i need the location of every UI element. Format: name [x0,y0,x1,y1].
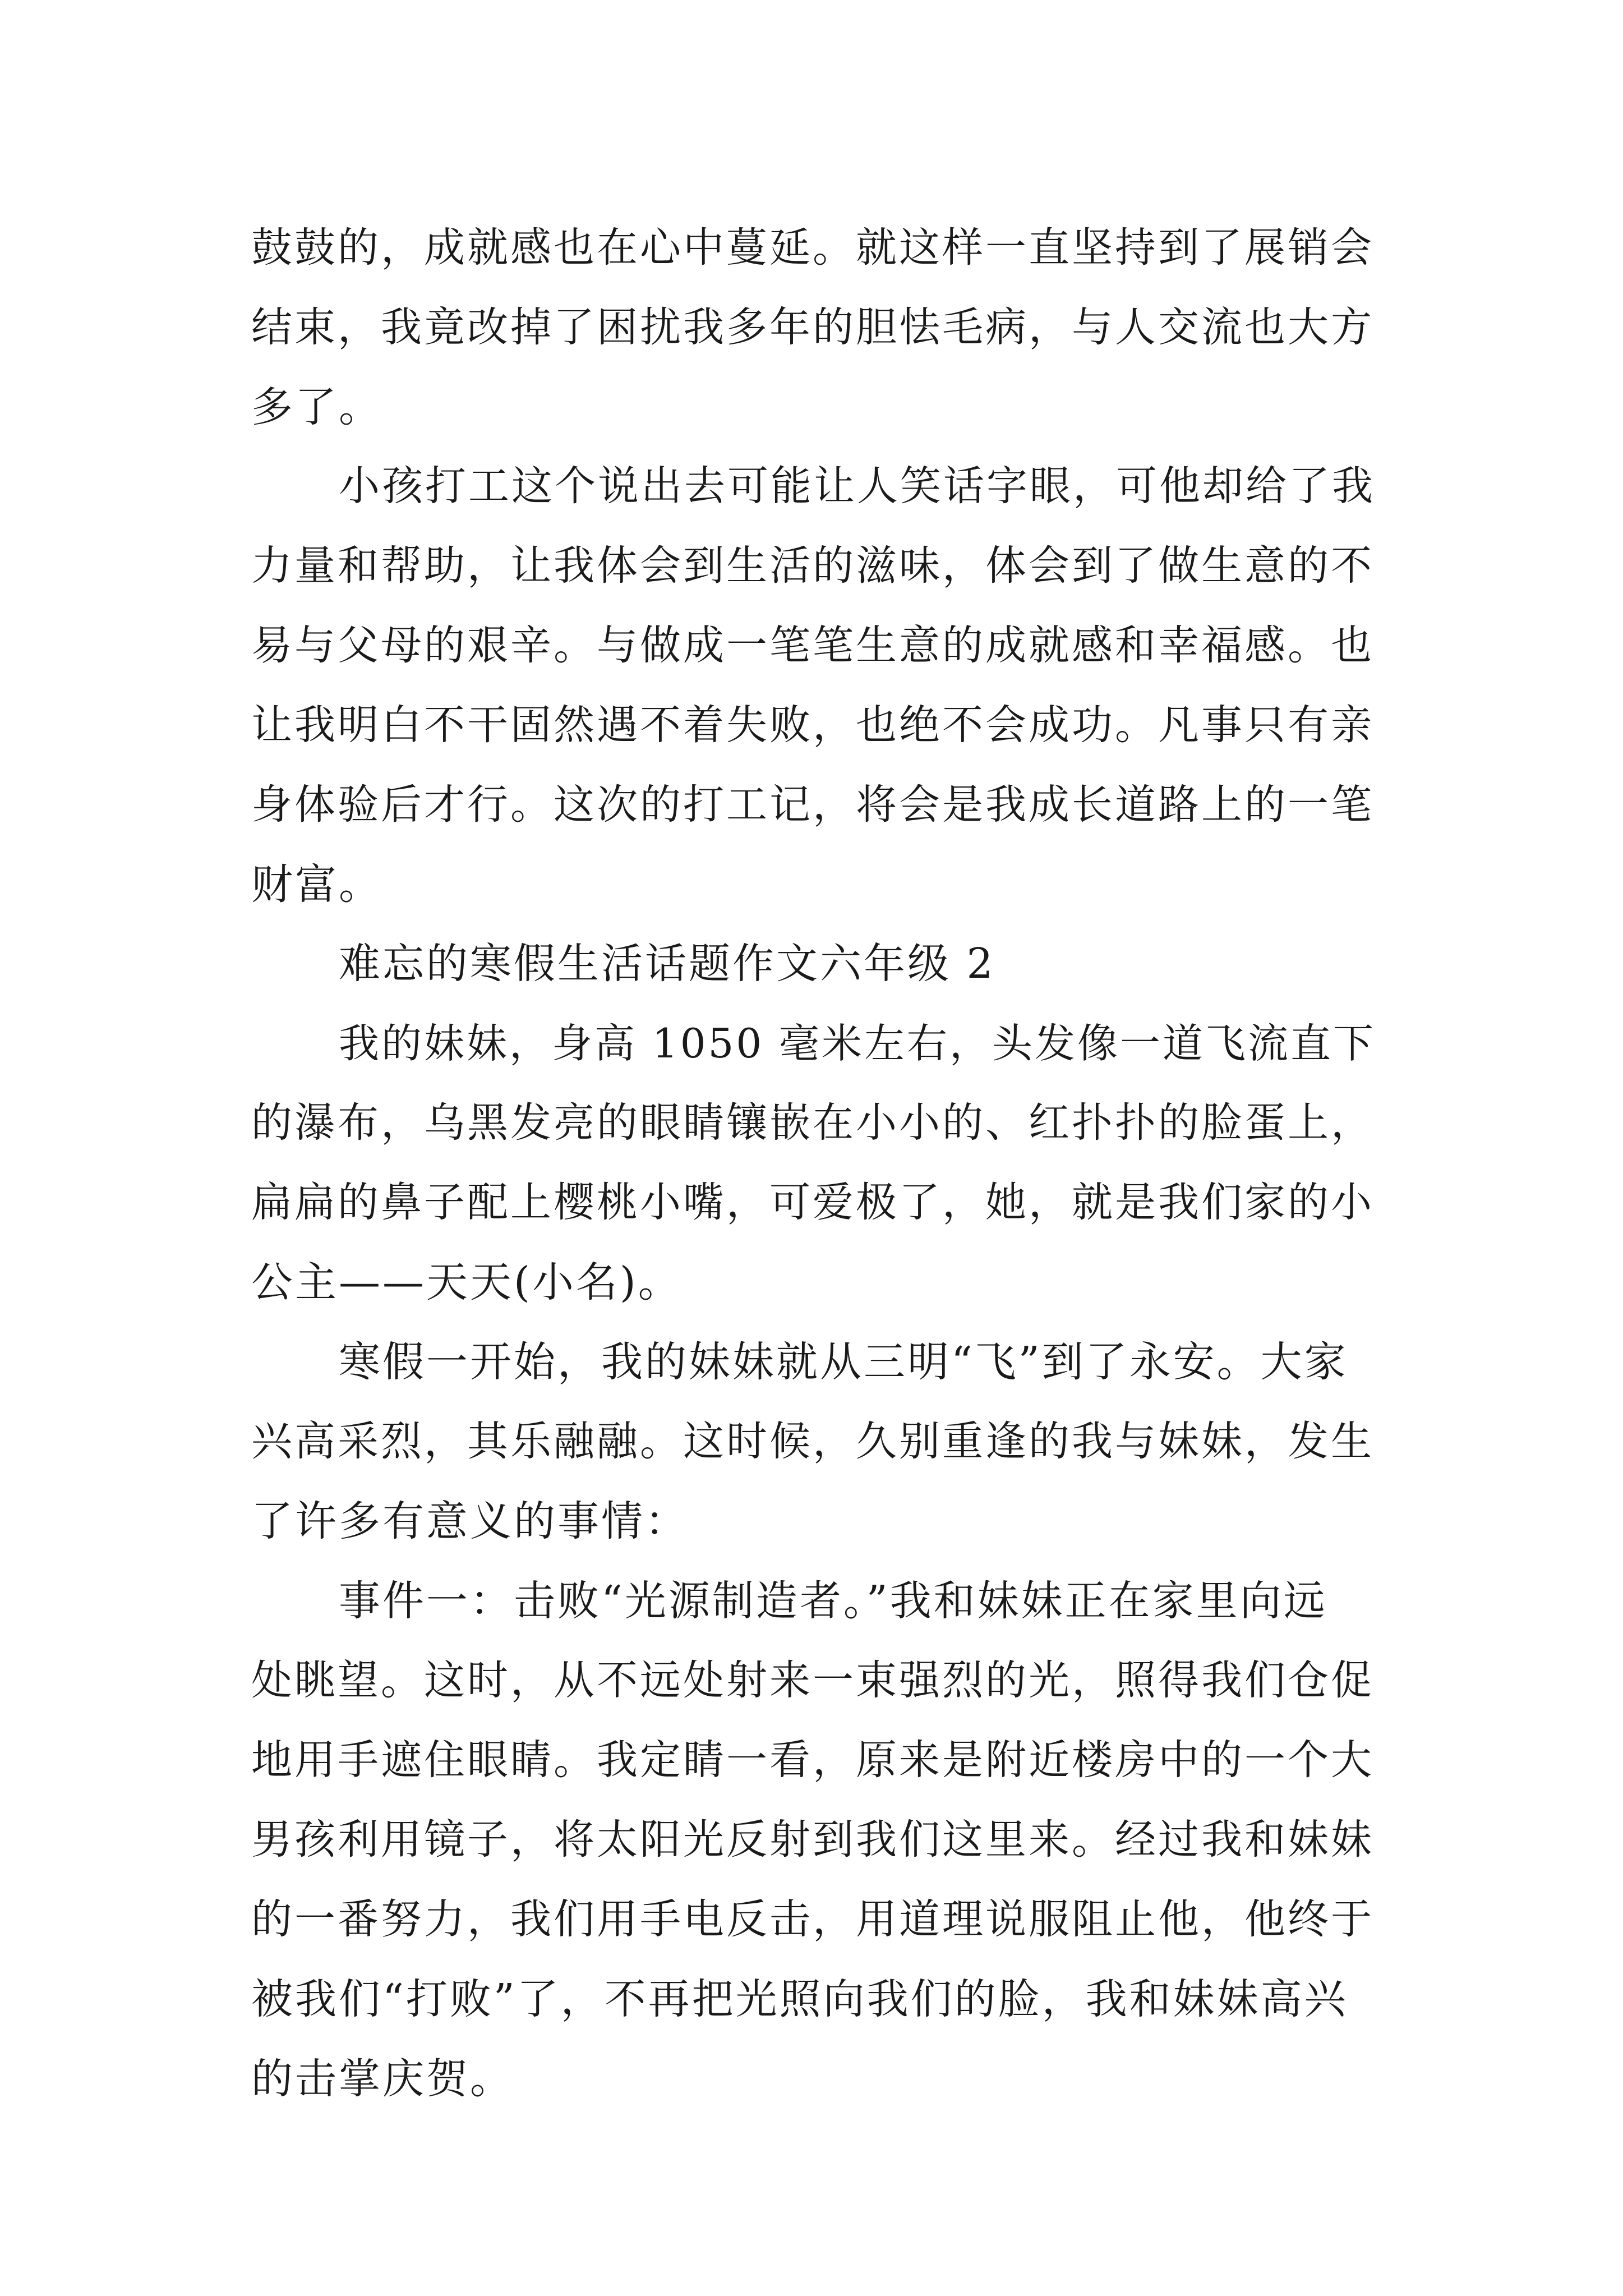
text-line: 的击掌庆贺。 [251,2055,514,2103]
paragraph-first-line: 事件一：击败“光源制造者。”我和妹妹正在家里向远 [339,1577,1327,1625]
text-line: 让我明白不干固然遇不着失败，也绝不会成功。凡事只有亲 [251,701,1374,749]
text-line: 的一番努力，我们用手电反击，用道理说服阻止他，他终于 [251,1895,1374,1943]
text-line: 易与父母的艰辛。与做成一笔笔生意的成就感和幸福感。也 [251,622,1374,669]
paragraph-first-line: 我的妹妹，身高 1050 毫米左右，头发像一道飞流直下 [339,1020,1376,1067]
text-line: 被我们“打败”了，不再把光照向我们的脸，我和妹妹高兴 [251,1975,1348,2023]
text-line: 了许多有意义的事情： [251,1497,689,1545]
text-line: 地用手遮住眼睛。我定睛一看，原来是附近楼房中的一个大 [251,1736,1374,1784]
paragraph-first-line: 寒假一开始，我的妹妹就从三明“飞”到了永安。大家 [339,1338,1348,1386]
text-line: 身体验后才行。这次的打工记，将会是我成长道路上的一笔 [251,781,1374,829]
text-line: 处眺望。这时，从不远处射来一束强烈的光，照得我们仓促 [251,1657,1374,1704]
text-line: 结束，我竟改掉了困扰我多年的胆怯毛病，与人交流也大方 [251,303,1374,351]
text-line: 财富。 [251,861,382,909]
text-line: 多了。 [251,383,382,431]
paragraph-first-line: 小孩打工这个说出去可能让人笑话字眼，可他却给了我 [339,462,1375,510]
text-line: 兴高采烈，其乐融融。这时候，久别重逢的我与妹妹，发生 [251,1418,1374,1465]
text-line: 鼓鼓的，成就感也在心中蔓延。就这样一直坚持到了展销会 [251,224,1374,272]
section-title: 难忘的寒假生活话题作文六年级 2 [339,940,995,988]
text-line: 扁扁的鼻子配上樱桃小嘴，可爱极了，她，就是我们家的小 [251,1179,1374,1226]
text-line: 的瀑布，乌黑发亮的眼睛镶嵌在小小的、红扑扑的脸蛋上， [251,1099,1374,1147]
text-line: 力量和帮助，让我体会到生活的滋味，体会到了做生意的不 [251,542,1374,590]
text-line: 公主——天天(小名)。 [251,1258,682,1306]
text-line: 男孩利用镜子，将太阳光反射到我们这里来。经过我和妹妹 [251,1816,1374,1864]
